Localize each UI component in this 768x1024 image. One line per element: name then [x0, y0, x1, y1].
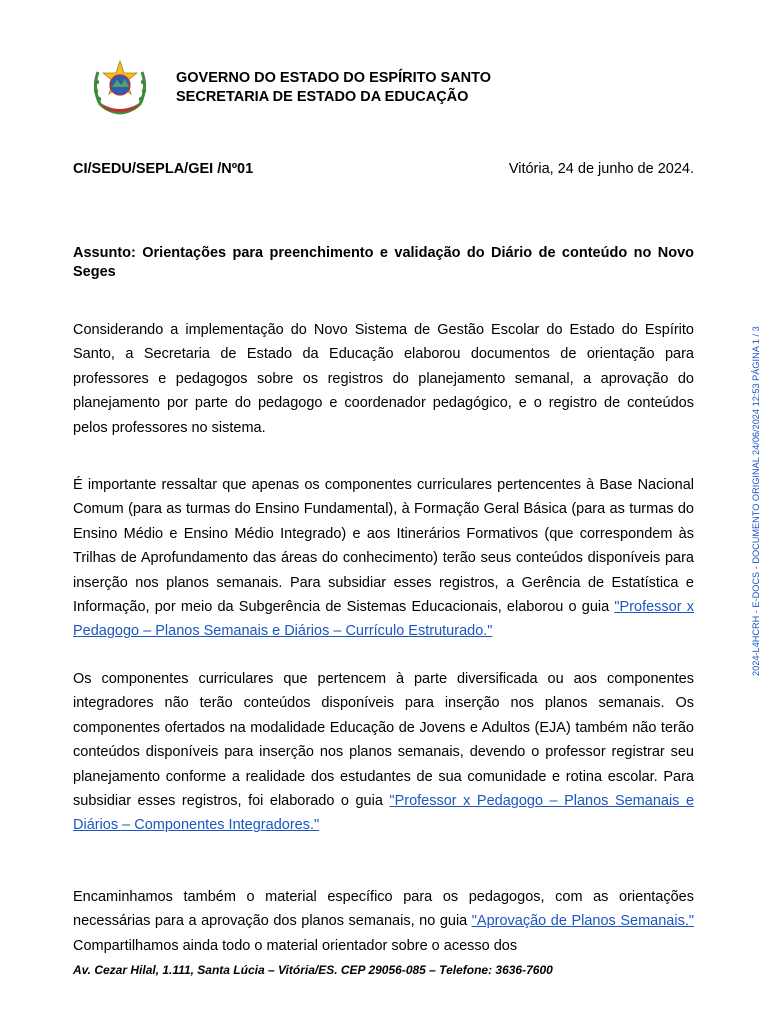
edocs-side-stamp	[748, 318, 764, 678]
paragraph-4-text-continued: Compartilhamos ainda todo o material orientador sobre o acesso dos	[73, 937, 518, 954]
paragraph-2-text: É importante ressaltar que apenas os componentes curriculares pertencentes à Base Nacional Comum (para as turmas do Ensino Fundamental), à Formação Geral Básica (para as turmas do Ensino Médio e Ensino Médio Integrado) e aos Itinerários Formativos (que correspondem às Trilhas de Aprofundamento das áreas do conhecimento) terão seus conteúdos disponíveis para inserção nos planos semanais. Para subsidiar esses registros, a Gerência de Estatística e Informação, por meio da Subgerência de Sistemas Educacionais, elaborou o guia	[73, 477, 694, 616]
paragraph-4-text: Encaminhamos também o material específico para os pedagogos, com as orientações necessárias para a aprovação dos planos semanais, no guia	[73, 889, 694, 930]
document-subject: Assunto: Orientações para preenchimento e validação do Diário de conteúdo no Novo Seges	[73, 245, 694, 280]
document-reference: CI/SEDU/SEPLA/GEI /Nº01	[73, 161, 254, 177]
paragraph-2	[73, 473, 694, 644]
secretariat-name: SECRETARIA DE ESTADO DA EDUCAÇÃO	[176, 88, 469, 105]
coat-of-arms-emblem	[90, 58, 150, 116]
guide-link-curriculo-estruturado[interactable]: "Professor x Pedagogo – Planos Semanais e Diários – Currículo Estruturado."	[73, 599, 694, 640]
guide-link-aprovacao-planos[interactable]: "Aprovação de Planos Semanais."	[471, 913, 694, 930]
government-header	[176, 69, 491, 106]
footer-address: Av. Cezar Hilal, 1.111, Santa Lúcia – Vitória/ES. CEP 29056-085 – Telefone: 3636-7600	[73, 963, 553, 977]
paragraph-4	[73, 885, 694, 958]
paragraph-1: Considerando a implementação do Novo Sistema de Gestão Escolar do Estado do Espírito Santo, a Secretaria de Estado da Educação elaborou documentos de orientação para professores e pedagogos sobre os registros do planejamento semanal, a aprovação do planejamento por parte do pedagogo e coordenador pedagógico, e o registro de conteúdos pelos professores no sistema.	[73, 322, 694, 436]
paragraph-3	[73, 667, 694, 838]
edocs-stamp-text: 2024-L4HCRH - E-DOCS - DOCUMENTO ORIGINAL 24/06/2024 12:53 PÁGINA 1 / 3	[751, 326, 761, 676]
document-date: Vitória, 24 de junho de 2024.	[508, 161, 694, 177]
paragraph-3-text: Os componentes curriculares que pertencem à parte diversificada ou aos componentes integradores não terão conteúdos disponíveis para inserção nos planos semanais. Os componentes ofertados na modalidade Educação de Jovens e Adultos (EJA) também não terão conteúdos disponíveis para inserção nos planos semanais, devendo o professor registrar seu planejamento conforme a realidade dos estudantes de sua comunidade e rotina escolar. Para subsidiar esses registros, foi elaborado o guia	[73, 671, 694, 810]
guide-link-componentes-integradores[interactable]: "Professor x Pedagogo – Planos Semanais e Diários – Componentes Integradores."	[73, 793, 695, 834]
government-name: GOVERNO DO ESTADO DO ESPÍRITO SANTO	[176, 70, 492, 86]
